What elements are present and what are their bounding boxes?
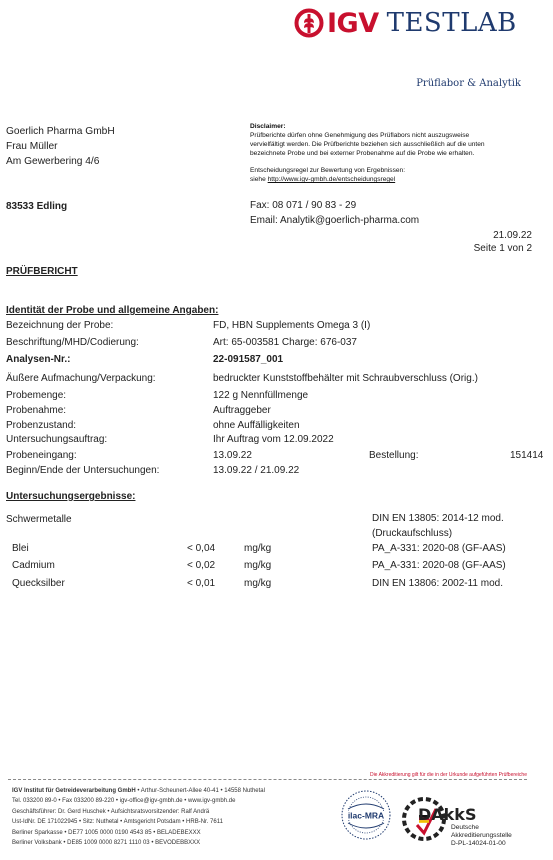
footer-registration: Ust-IdNr. DE 171022945 • Sitz: Nuthetal • Amtsgericht Potsdam • HRB-Nr. 7611 [12,819,223,826]
result-group-method: DIN EN 13805: 2014-12 mod. [372,513,504,524]
identity-label: Probenahme: [6,405,67,416]
result-method: PA_A-331: 2020-08 (GF-AAS) [372,560,506,571]
results-heading: Untersuchungsergebnisse: [6,491,136,502]
recipient-person: Frau Müller [6,141,58,152]
footer-bank-1: Berliner Sparkasse • DE77 1005 0000 0190 4543 85 • BELADEBEXXX [12,829,201,836]
footer-contact: Tel. 033200 89-0 • Fax 033200 89-220 • igv-office@igv-gmbh.de • www.igv-gmbh.de [12,798,236,805]
identity-label: Probenzustand: [6,420,77,431]
identity-value: FD, HBN Supplements Omega 3 (I) [213,320,371,331]
igv-testlab-logo [294,6,517,40]
tagline: Prüflabor & Analytik [416,78,521,89]
identity-label: Analysen-Nr.: [6,354,71,365]
email-address: Email: Analytik@goerlich-pharma.com [250,214,420,226]
company-footer [12,786,265,848]
identity-value: bedruckter Kunststoffbehälter mit Schraubverschluss (Orig.) [213,373,478,384]
footer-divider [8,779,527,780]
result-method: PA_A-331: 2020-08 (GF-AAS) [372,543,506,554]
dakks-accreditation-number: D-PL-14024-01-00 [451,840,506,847]
result-unit: mg/kg [244,578,272,589]
result-unit: mg/kg [244,543,272,554]
result-unit: mg/kg [244,560,272,571]
identity-value: 122 g Nennfüllmenge [213,390,309,401]
dakks-details [451,824,512,848]
dakks-line: Akkreditierungsstelle [451,832,512,839]
contact-block [250,199,419,228]
identity-label: Beschriftung/MHD/Codierung: [6,337,139,348]
result-group-name: Schwermetalle [6,514,72,525]
accreditation-note: Die Akkreditierung gilt für die in der Urkunde aufgeführten Prüfbereiche [366,772,527,778]
identity-label: Probemenge: [6,390,67,401]
disclaimer-line: bezeichnete Probe und bei externer Probenahme auf die Probe wie erhalten. [250,150,475,158]
result-value: < 0,02 [187,560,216,571]
ilac-mra-text: ilac-MRA [347,810,385,821]
identity-label: Probeneingang: [6,450,77,461]
order-number: 151414 [510,450,544,461]
disclaimer-title: Disclaimer: [250,123,286,130]
date-block [474,230,532,255]
identity-heading: Identität der Probe und allgemeine Angaben: [6,305,219,316]
footer-management: Geschäftsführer: Dr. Gerd Huschek • Aufsichtsratsvorsitzender: Ralf Andrä [12,808,210,815]
result-parameter: Quecksilber [12,578,65,589]
recipient-city: 83533 Edling [6,201,68,212]
identity-label: Bezeichnung der Probe: [6,320,114,331]
disclaimer-line: vervielfältigt werden. Die Prüfberichte beziehen sich ausschließlich auf die unten [250,141,485,149]
result-group-method-note: (Druckaufschluss) [372,528,453,539]
result-parameter: Cadmium [12,560,55,571]
disclaimer [250,122,485,185]
footer-bank-2: Berliner Volksbank • DE85 1009 0000 8271 1110 03 • BEVODEBBXXX [12,840,201,847]
recipient-street: Am Gewerbering 4/6 [6,156,100,167]
result-parameter: Blei [12,543,29,554]
fax-number: Fax: 08 071 / 90 83 - 29 [250,200,357,211]
decision-rule-link[interactable]: http://www.igv-gmbh.de/entscheidungsregel [267,176,396,184]
footer-address: • Arthur-Scheunert-Allee 40-41 • 14558 Nuthetal [135,788,265,794]
order-label: Bestellung: [369,450,419,461]
report-title: PRÜFBERICHT [6,266,78,277]
identity-value: Ihr Auftrag vom 12.09.2022 [213,434,334,445]
identity-value: Auftraggeber [213,405,271,416]
identity-value: 13.09.22 [213,450,252,461]
identity-value: Art: 65-003581 Charge: 676-037 [213,337,357,348]
recipient-company: Goerlich Pharma GmbH [6,126,115,137]
analysis-number: 22-091587_001 [213,354,284,365]
footer-company-name: IGV Institut für Getreideverarbeitung GmbH [12,788,136,794]
disclaimer-line: Prüfberichte dürfen ohne Genehmigung des Prüflabors nicht auszugsweise [250,132,470,140]
link-prefix: siehe [250,176,268,184]
result-method: DIN EN 13806: 2002-11 mod. [372,578,504,589]
identity-label: Beginn/Ende der Untersuchungen: [6,465,160,476]
brand-suffix: TESTLAB [386,8,517,38]
dakks-name: DAkkS [418,805,477,824]
decision-rule-line: Entscheidungsregel zur Bewertung von Ergebnissen: [250,167,406,175]
igv-wheat-icon [294,8,324,38]
page-number: Seite 1 von 2 [473,242,532,254]
identity-label: Äußere Aufmachung/Verpackung: [6,373,156,384]
ilac-mra-logo [340,789,392,841]
identity-value: 13.09.22 / 21.09.22 [213,465,300,476]
result-value: < 0,01 [187,578,216,589]
dakks-line: Deutsche [451,824,479,831]
report-date: 21.09.22 [493,230,532,241]
recipient-address [6,124,115,169]
identity-value: ohne Auffälligkeiten [213,420,300,431]
brand-prefix: IGV [327,7,379,39]
identity-label: Untersuchungsauftrag: [6,434,108,445]
result-value: < 0,04 [187,543,216,554]
